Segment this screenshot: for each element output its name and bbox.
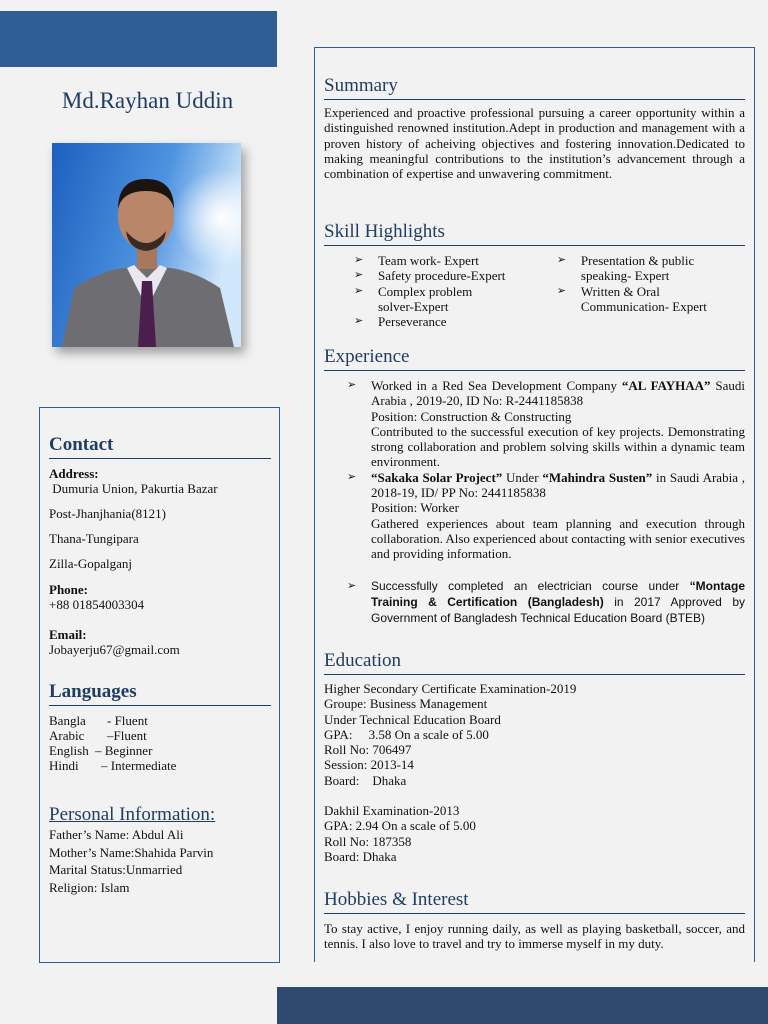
personal-line: Mother’s Name:Shahida Parvin — [49, 844, 214, 860]
footer-band — [277, 987, 768, 1024]
skill-label: Presentation & public speaking- Expert — [580, 253, 695, 284]
education-line: Roll No: 706497 — [324, 742, 412, 758]
email-address: Jobayerju67@gmail.com — [49, 642, 180, 657]
hobbies-section — [324, 889, 745, 952]
phone-number: +88 01854003304 — [49, 597, 145, 612]
job-description: Gathered experiences about team planning and execution through collaboration. Also experienced about contacting with senior executives and providing information. — [371, 515, 745, 562]
job-text: in Saudi Arabia , 2018-19, ID/ PP No: 2441185838 — [371, 469, 745, 501]
job-description: Contributed to the successful execution of key projects. Demonstrating strong collaboration and problem solving skills within a dynamic team environment. — [371, 423, 745, 470]
experience-item — [347, 578, 745, 626]
experience-section — [324, 346, 745, 626]
experience-list — [324, 378, 745, 626]
job-project: “Sakaka Solar Project” — [371, 469, 503, 485]
course-text: in 2017 Approved by Government of Bangladesh Technical Education Board (BTEB) — [371, 594, 745, 625]
summary-section — [324, 75, 745, 181]
address-line: Zilla-Gopalganj — [49, 556, 133, 571]
phone-label: Phone: — [49, 582, 88, 597]
sidebar-panel — [39, 407, 280, 963]
contact-heading: Contact — [49, 434, 271, 459]
language-level: –Fluent — [107, 728, 147, 743]
bullet-icon: ➢ — [354, 315, 364, 328]
skill-item — [354, 253, 528, 268]
language-name: Arabic — [49, 728, 85, 743]
education-line: Higher Secondary Certificate Examination-2019 — [324, 681, 577, 696]
language-item — [49, 758, 271, 773]
skill-item — [557, 253, 721, 284]
skill-label: Team work- Expert — [378, 253, 479, 268]
bullet-icon: ➢ — [354, 284, 364, 297]
course-provider: “Montage Training & Certification (Bangladesh) — [371, 578, 745, 609]
education-line: Groupe: Business Management — [324, 696, 488, 712]
personal-line: Marital Status:Unmarried — [49, 862, 183, 877]
education-line: GPA: 2.94 On a scale of 5.00 — [324, 818, 476, 834]
bullet-icon: ➢ — [556, 284, 567, 297]
experience-heading: Experience — [324, 346, 745, 371]
skills-column — [557, 253, 745, 329]
summary-heading: Summary — [324, 75, 745, 100]
language-name: Bangla — [49, 713, 86, 728]
skill-item — [354, 284, 498, 315]
language-item — [49, 743, 271, 758]
skills-heading: Skill Highlights — [324, 221, 745, 246]
candidate-name: Md.Rayhan Uddin — [61, 88, 234, 113]
header-band — [0, 11, 277, 67]
skill-item — [354, 314, 528, 329]
personal-line: Religion: Islam — [49, 879, 130, 895]
bullet-icon: ➢ — [556, 254, 567, 266]
course-text: Successfully completed an electrician course under — [371, 578, 690, 593]
language-item — [49, 713, 271, 728]
languages-section — [49, 681, 271, 773]
languages-list — [49, 713, 271, 773]
job-text: Under — [502, 469, 543, 485]
language-name: English — [49, 743, 89, 758]
education-heading: Education — [324, 650, 745, 675]
bullet-icon: ➢ — [347, 579, 357, 592]
job-position: Position: Construction & Constructing — [371, 408, 572, 424]
skill-label: Safety procedure-Expert — [378, 268, 506, 284]
profile-photo — [52, 143, 241, 347]
email-label: Email: — [49, 627, 87, 642]
main-panel — [314, 47, 755, 962]
skill-item — [557, 284, 726, 315]
job-company: “AL FAYHAA” — [621, 378, 711, 393]
education-block — [324, 681, 745, 788]
language-name: Hindi — [49, 758, 79, 773]
experience-item — [347, 470, 745, 562]
contact-section — [49, 434, 271, 657]
personal-info-heading: Personal Information: — [49, 804, 216, 825]
hobbies-text: To stay active, I enjoy running daily, as well as playing basketball, soccer, and tennis. I also love to travel and try to immerse myself in my duty. — [324, 921, 745, 952]
education-line: Board: Dhaka — [324, 772, 407, 788]
hobbies-heading: Hobbies & Interest — [324, 889, 745, 914]
job-text: Worked in a Red Sea Development Company — [371, 378, 622, 393]
skill-label: Written & Oral Communication- Expert — [580, 283, 707, 314]
skill-label: Perseverance — [378, 314, 447, 330]
personal-info-section — [49, 804, 271, 896]
address-label: Address: — [49, 466, 99, 481]
education-section — [324, 650, 745, 864]
education-line: Under Technical Education Board — [324, 711, 501, 727]
bullet-icon: ➢ — [347, 379, 357, 391]
education-line: Board: Dhaka — [324, 848, 397, 864]
job-position: Position: Worker — [371, 500, 459, 516]
skills-section — [324, 221, 745, 329]
job-text: Saudi Arabia , 2019-20, ID No: R-2441185838 — [371, 378, 745, 409]
language-item — [49, 728, 271, 743]
skill-item — [354, 268, 528, 283]
bullet-icon: ➢ — [354, 269, 364, 282]
skill-label: Complex problem solver-Expert — [378, 283, 473, 314]
address-line: Post-Jhanjhania(8121) — [49, 506, 166, 521]
address-line: Thana-Tungipara — [49, 531, 139, 546]
personal-line: Father’s Name: Abdul Ali — [49, 827, 184, 842]
language-level: – Intermediate — [101, 758, 177, 773]
education-block — [324, 803, 745, 864]
job-company: “Mahindra Susten” — [542, 469, 653, 485]
skills-columns — [324, 253, 745, 329]
education-line: Roll No: 187358 — [324, 833, 412, 849]
bullet-icon: ➢ — [347, 470, 357, 483]
address-line: Dumuria Union, Pakurtia Bazar — [49, 481, 218, 496]
education-line: Dakhil Examination-2013 — [324, 803, 460, 819]
summary-text: Experienced and proactive professional pursuing a career opportunity within a distinguished renowned institution.Adept in production and management with a proven history of acheiving objectives and fostering innovation.Dedicated to making meaningful contributions to the institution’s advancement through a combination of expertise and unwavering commitment. — [324, 105, 745, 182]
skills-column — [324, 253, 557, 329]
education-line: GPA: 3.58 On a scale of 5.00 — [324, 726, 489, 742]
language-level: – Beginner — [95, 743, 153, 758]
experience-item — [347, 378, 745, 470]
education-line: Session: 2013-14 — [324, 757, 414, 773]
language-level: - Fluent — [107, 713, 148, 728]
bullet-icon: ➢ — [354, 254, 364, 266]
languages-heading: Languages — [49, 681, 271, 706]
